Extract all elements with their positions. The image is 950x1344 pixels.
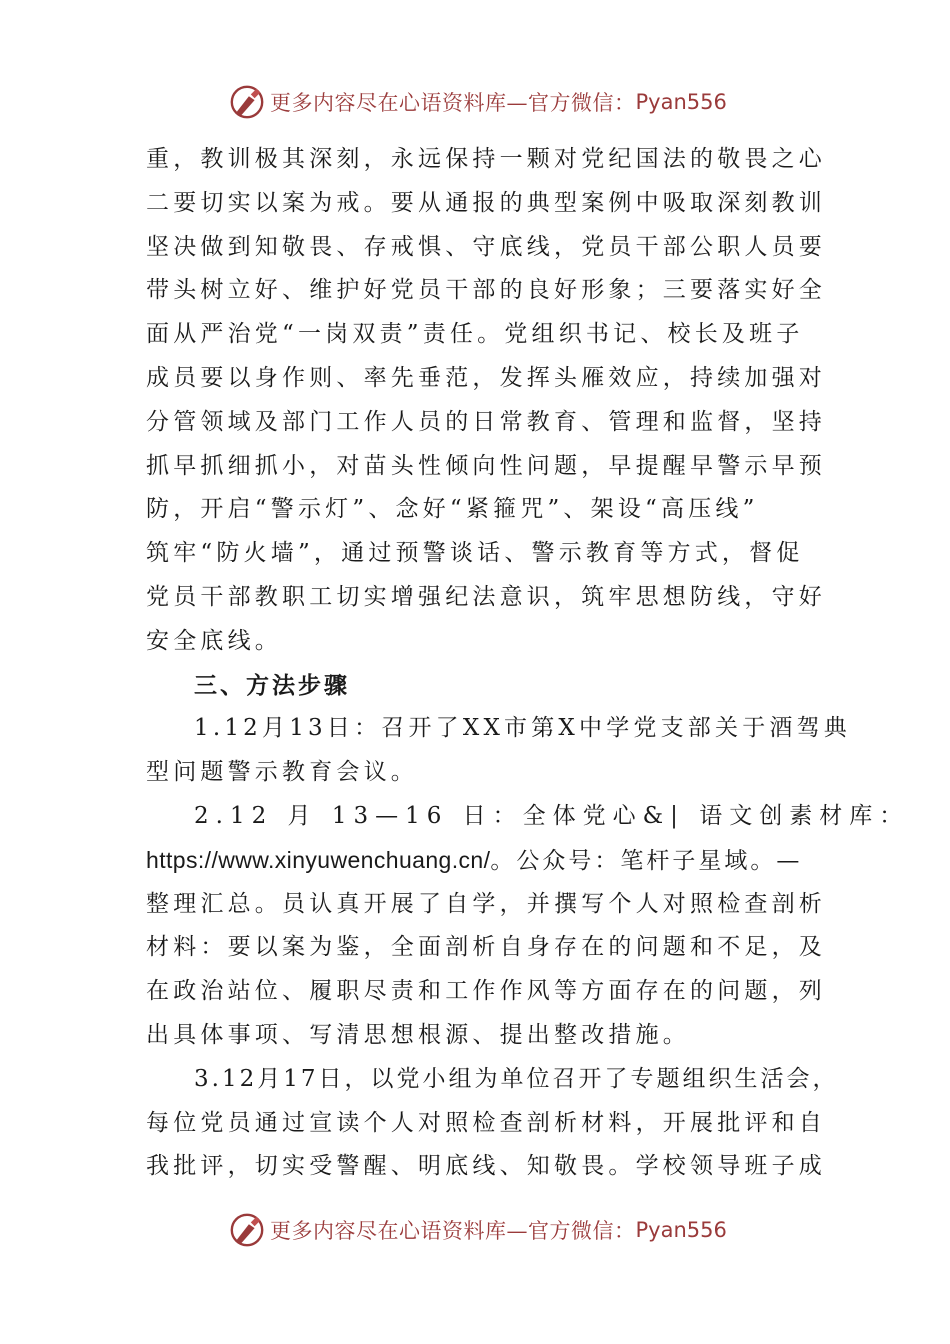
paragraph-line: 成员要以身作则、率先垂范，发挥头雁效应，持续加强对 bbox=[146, 364, 826, 391]
section-heading: 三、方法步骤 bbox=[194, 671, 350, 699]
footer-banner bbox=[228, 1210, 727, 1250]
paragraph-line: 分管领域及部门工作人员的日常教育、管理和监督，坚持 bbox=[146, 408, 826, 435]
step-2-first-line: 2.12 月 13—16 日：全体党心&| 语文创素材库： bbox=[194, 802, 910, 829]
step-3-line: 我批评，切实受警醒、明底线、知敬畏。学校领导班子成 bbox=[146, 1153, 826, 1180]
paragraph-line: 二要切实以案为戒。要从通报的典型案例中吸取深刻教训 bbox=[146, 189, 826, 216]
paragraph-line: 安全底线。 bbox=[146, 627, 282, 654]
paragraph-line: 防，开启“警示灯”、念好“紧箍咒”、架设“高压线” bbox=[146, 496, 759, 523]
step-2-line: 在政治站位、履职尽责和工作作风等方面存在的问题，列 bbox=[146, 978, 826, 1005]
resource-url: https://www.xinyuwenchuang.cn/ bbox=[146, 846, 491, 873]
step-2-line: 材料：要以案为鉴，全面剖析自身存在的问题和不足，及 bbox=[146, 934, 826, 961]
paragraph-line: 坚决做到知敬畏、存戒惧、守底线，党员干部公职人员要 bbox=[146, 233, 826, 260]
step-3-line: 每位党员通过宣读个人对照检查剖析材料，开展批评和自 bbox=[146, 1109, 826, 1136]
step-1-line: 型问题警示教育会议。 bbox=[146, 759, 418, 786]
paragraph-line: 筑牢“防火墙”，通过预警谈话、警示教育等方式，督促 bbox=[146, 540, 804, 567]
step-3-line: 3.12月17日，以党小组为单位召开了专题组织生活会， bbox=[194, 1065, 839, 1092]
banner-text: 更多内容尽在心语资料库—官方微信： bbox=[270, 1219, 636, 1243]
paragraph-line: 带头树立好、维护好党员干部的良好形象；三要落实好全 bbox=[146, 277, 826, 304]
banner-wechat-id: Pyan556 bbox=[635, 1218, 727, 1242]
pen-nib-logo-icon bbox=[228, 1211, 266, 1249]
step-2-url-line bbox=[146, 839, 816, 883]
pen-nib-logo-icon bbox=[228, 83, 266, 121]
paragraph-line: 抓早抓细抓小，对苗头性倾向性问题，早提醒早警示早预 bbox=[146, 452, 826, 479]
step-2-line: 整理汇总。员认真开展了自学，并撰写个人对照检查剖析 bbox=[146, 890, 826, 917]
paragraph-line: 党员干部教职工切实增强纪法意识，筑牢思想防线，守好 bbox=[146, 583, 826, 610]
url-line-tail: 。公众号：笔杆子星域。— bbox=[490, 847, 803, 874]
paragraph-line: 面从严治党“一岗双责”责任。党组织书记、校长及班子 bbox=[146, 321, 804, 348]
header-banner bbox=[228, 82, 727, 122]
paragraph-line: 重，教训极其深刻，永远保持一颗对党纪国法的敬畏之心 bbox=[146, 146, 826, 172]
step-2-line: 出具体事项、写清思想根源、提出整改措施。 bbox=[146, 1021, 690, 1048]
banner-text: 更多内容尽在心语资料库—官方微信： bbox=[270, 91, 636, 115]
banner-wechat-id: Pyan556 bbox=[635, 90, 727, 114]
step-1-line: 1.12月13日：召开了XX市第X中学党支部关于酒驾典 bbox=[194, 715, 851, 742]
document-body bbox=[146, 138, 910, 1189]
